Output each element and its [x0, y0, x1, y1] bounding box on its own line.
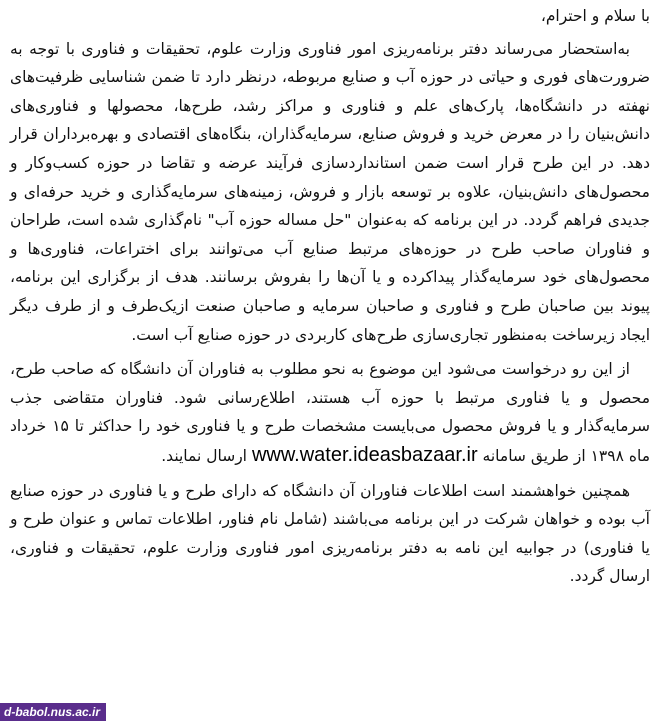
greeting-line: با سلام و احترام،	[540, 7, 650, 25]
paragraph-intro: به‌استحضار می‌رساند دفتر برنامه‌ریزی امور فناوری وزارت علوم، تحقیقات و فناوری با توجه به ضرورت‌های فوری و حیاتی در حوزه آب و صنایع مربوطه، درنظر دارد تا ضمن شناسایی ظرفیت‌های نهفته در دانشگاه‌ها، پارک‌های علم و فناوری و مراکز رشد، طرح‌ها، محصولها و فناوری‌های دانش‌بنیان را در معرض خرید و فروش صنایع، سرمایه‌گذاران، بنگاه‌های اقتصادی و بهره‌برداران قرار دهد. در این طرح قرار است ضمن استانداردسازی فرآیند عرضه و تقاضا در حوزه کسب‌وکار و محصول‌های دانش‌بنیان، علاوه بر توسعه بازار و فروش، زمینه‌های سرمایه‌گذاری و خرید حرفه‌ای و جدیدی فراهم گردد. در این برنامه که به‌عنوان "حل مساله حوزه آب" نام‌گذاری شده است، طراحان و فناوران صاحب طرح در حوزه‌های مرتبط صنایع آب می‌توانند برای اختراعات، فناوری‌ها و محصول‌های خود سرمایه‌گذار پیداکرده و یا آن‌ها را بفروش برسانند. هدف از برگزاری این برنامه، پیوند بین صاحبان طرح و فناوری و صاحبان سرمایه و صاحبان صنعت ازیک‌طرف و از طرف دیگر ایجاد زیرساخت به‌منظور تجاری‌سازی طرح‌های کاربردی در حوزه صنایع آب است.	[10, 39, 650, 344]
site-watermark: d-babol.nus.ac.ir	[0, 703, 106, 721]
paragraph-info-request: همچنین خواهشمند است اطلاعات فناوران آن دانشگاه که دارای طرح و یا فناوری در حوزه صنایع آب بوده و خواهان شرکت در این برنامه می‌باشند (شامل نام فناور، اطلاعات تماس و عنوان طرح و یا فناوری) در جوابیه این نامه به دفتر برنامه‌ریزی امور فناوری وزارت علوم، تحقیقات و فناوری، ارسال گردد.	[10, 481, 650, 586]
paragraph-request	[10, 355, 650, 470]
website-url[interactable]: www.water.ideasbazaar.ir	[251, 443, 478, 466]
paragraph-request-text: از این رو درخواست می‌شود این موضوع به نحو مطلوب به فناوران آن دانشگاه که صاحب طرح، محصول و یا فناوری مرتبط با حوزه آب هستند، اطلاع‌رسانی شود. فناوران متقاضی جذب سرمایه‌گذار و یا فروش محصول می‌بایست مشخصات طرح و یا فناوری خود را حداکثر تا ۱۵ خرداد ماه ۱۳۹۸ از طریق سامانه	[10, 360, 651, 465]
letter-body	[10, 0, 650, 727]
paragraph-request-ending: ارسال نمایند.	[161, 446, 247, 465]
